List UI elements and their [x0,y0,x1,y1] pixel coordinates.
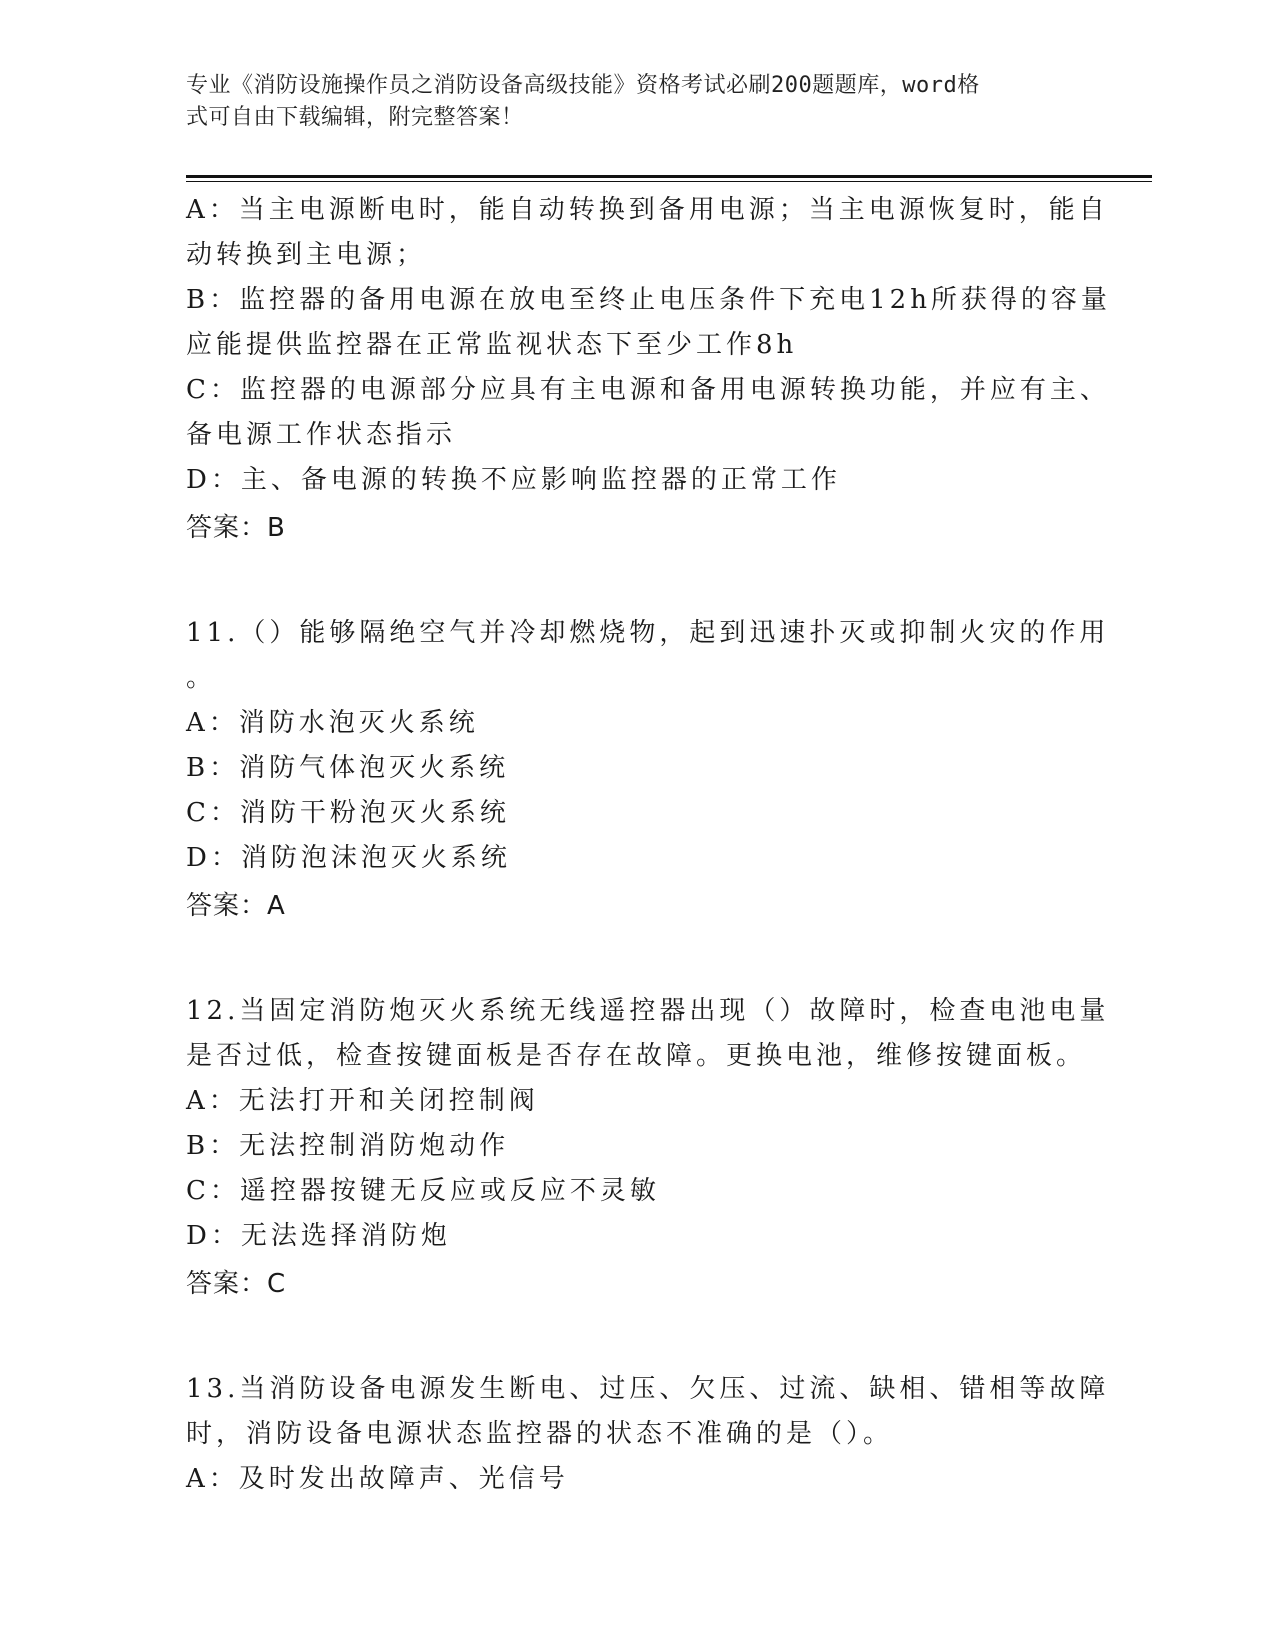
header-line-2: 式可自由下载编辑，附完整答案！ [186,105,524,130]
question-12 [186,989,1110,1309]
option-a: A：无法打开和关闭控制阀 [186,1086,539,1116]
question-content [186,188,1111,1502]
question-stem-line-1: 11.（）能够隔绝空气并冷却燃烧物，起到迅速扑灭或抑制火灾的作用 [186,618,1110,648]
option-a: A：及时发出故障声、光信号 [186,1464,569,1494]
question-stem-line-2: 时，消防设备电源状态监控器的状态不准确的是（）。 [186,1419,894,1449]
header-line-1: 专业《消防设施操作员之消防设备高级技能》资格考试必刷200题题库，word格 [186,73,980,98]
header-rule-thin [186,181,1152,182]
header-rule-thick [186,175,1152,178]
option-b: B：无法控制消防炮动作 [186,1131,510,1161]
answer-label: 答案：A [186,891,286,921]
question-stem-line-1: 12.当固定消防炮灭火系统无线遥控器出现（）故障时，检查电池电量 [186,996,1110,1026]
spacer [186,1309,1066,1367]
option-c-line-1: C：监控器的电源部分应具有主电源和备用电源转换功能，并应有主、 [186,375,1110,405]
option-c: C：消防干粉泡灭火系统 [186,798,510,828]
option-b: B：消防气体泡灭火系统 [186,753,510,783]
question-10 [186,188,1111,553]
option-c-line-2: 备电源工作状态指示 [186,420,457,450]
document-header [186,70,1066,134]
option-c: C：遥控器按键无反应或反应不灵敏 [186,1176,660,1206]
option-a: A：消防水泡灭火系统 [186,708,479,738]
option-d: D：无法选择消防炮 [186,1221,451,1251]
option-a-line-1: A：当主电源断电时，能自动转换到备用电源；当主电源恢复时，能自 [186,195,1109,225]
option-d: D：主、备电源的转换不应影响监控器的正常工作 [186,465,841,495]
question-11 [186,611,1110,931]
spacer [186,553,1066,611]
option-b-line-2: 应能提供监控器在正常监视状态下至少工作8h [186,330,798,360]
spacer [186,931,1066,989]
question-stem-line-1: 13.当消防设备电源发生断电、过压、欠压、过流、缺相、错相等故障 [186,1374,1110,1404]
question-stem-line-2: 。 [186,663,217,693]
question-13 [186,1367,1110,1502]
answer-label: 答案：C [186,1269,287,1299]
option-a-line-2: 动转换到主电源； [186,240,427,270]
option-b-line-1: B：监控器的备用电源在放电至终止电压条件下充电12h所获得的容量 [186,285,1111,315]
option-d: D：消防泡沫泡灭火系统 [186,843,511,873]
answer-label: 答案：B [186,513,286,543]
question-stem-line-2: 是否过低，检查按键面板是否存在故障。更换电池，维修按键面板。 [186,1041,1087,1071]
